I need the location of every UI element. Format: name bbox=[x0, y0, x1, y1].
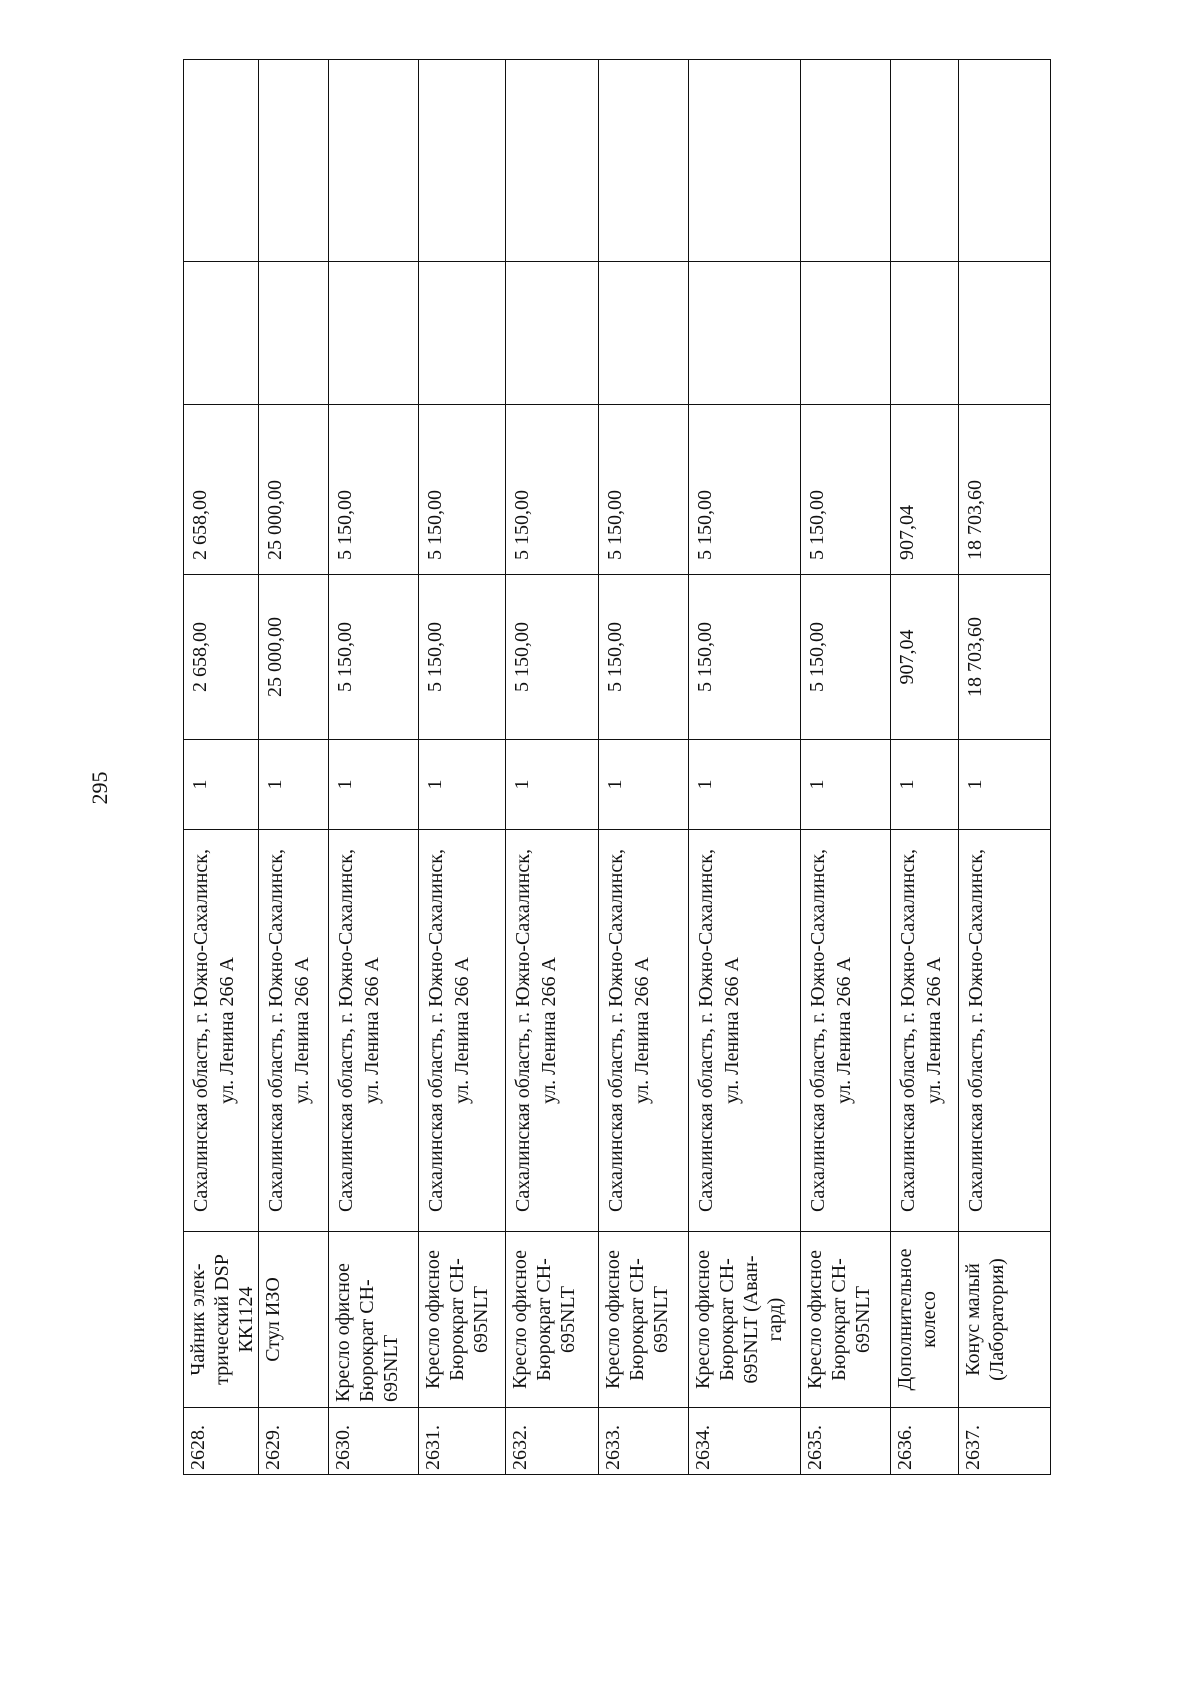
item-amount-1: 5 150,00 bbox=[419, 575, 506, 740]
table-row bbox=[801, 60, 891, 1475]
empty-cell bbox=[959, 60, 1051, 262]
empty-cell bbox=[259, 60, 329, 262]
item-address: Сахалинская область, г. Южно-Сахалинск, ул. Ленина 266 А bbox=[801, 830, 891, 1232]
item-quantity: 1 bbox=[689, 740, 801, 830]
item-amount-2: 5 150,00 bbox=[689, 405, 801, 575]
item-name: Чайник элек- трический DSP КК1124 bbox=[184, 1232, 259, 1408]
item-address: Сахалинская область, г. Южно-Сахалинск, ул. Ленина 266 А bbox=[506, 830, 599, 1232]
item-name: Кресло офисное Бюрократ СН- 695NLT (Аван- гард) bbox=[689, 1232, 801, 1408]
item-amount-1: 5 150,00 bbox=[801, 575, 891, 740]
table-row bbox=[259, 60, 329, 1475]
item-name: Кресло офисное Бюрократ СН- 695NLT bbox=[599, 1232, 689, 1408]
row-number: 2635. bbox=[801, 1408, 891, 1475]
inventory-table bbox=[183, 59, 1051, 1475]
empty-cell bbox=[689, 60, 801, 262]
item-name: Конус малый (Лаборатория) bbox=[959, 1232, 1051, 1408]
empty-cell bbox=[959, 262, 1051, 405]
table-row bbox=[891, 60, 959, 1475]
page-number: 295 bbox=[87, 771, 112, 805]
item-quantity: 1 bbox=[259, 740, 329, 830]
empty-cell bbox=[419, 60, 506, 262]
item-quantity: 1 bbox=[801, 740, 891, 830]
item-amount-1: 25 000,00 bbox=[259, 575, 329, 740]
row-number: 2636. bbox=[891, 1408, 959, 1475]
item-amount-1: 5 150,00 bbox=[506, 575, 599, 740]
item-address: Сахалинская область, г. Южно-Сахалинск, ул. Ленина 266 А bbox=[329, 830, 419, 1232]
inventory-table-rotated bbox=[183, 60, 1050, 1475]
item-name: Кресло офисное Бюрократ СН- 695NLT bbox=[506, 1232, 599, 1408]
row-number: 2634. bbox=[689, 1408, 801, 1475]
item-address: Сахалинская область, г. Южно-Сахалинск, ул. Ленина 266 А bbox=[184, 830, 259, 1232]
item-address: Сахалинская область, г. Южно-Сахалинск, ул. Ленина 266 А bbox=[891, 830, 959, 1232]
table-row bbox=[689, 60, 801, 1475]
row-number: 2631. bbox=[419, 1408, 506, 1475]
empty-cell bbox=[689, 262, 801, 405]
row-number: 2637. bbox=[959, 1408, 1051, 1475]
table-row bbox=[959, 60, 1051, 1475]
item-amount-2: 5 150,00 bbox=[599, 405, 689, 575]
row-number: 2629. bbox=[259, 1408, 329, 1475]
empty-cell bbox=[506, 262, 599, 405]
item-quantity: 1 bbox=[959, 740, 1051, 830]
empty-cell bbox=[259, 262, 329, 405]
item-amount-2: 2 658,00 bbox=[184, 405, 259, 575]
item-amount-1: 5 150,00 bbox=[689, 575, 801, 740]
empty-cell bbox=[184, 60, 259, 262]
item-quantity: 1 bbox=[329, 740, 419, 830]
item-address: Сахалинская область, г. Южно-Сахалинск, ул. Ленина 266 А bbox=[689, 830, 801, 1232]
item-quantity: 1 bbox=[184, 740, 259, 830]
empty-cell bbox=[599, 60, 689, 262]
item-amount-2: 25 000,00 bbox=[259, 405, 329, 575]
item-name: Дополнительное колесо bbox=[891, 1232, 959, 1408]
item-amount-2: 5 150,00 bbox=[506, 405, 599, 575]
item-amount-1: 2 658,00 bbox=[184, 575, 259, 740]
empty-cell bbox=[419, 262, 506, 405]
table-row bbox=[419, 60, 506, 1475]
item-quantity: 1 bbox=[419, 740, 506, 830]
empty-cell bbox=[329, 262, 419, 405]
item-address: Сахалинская область, г. Южно-Сахалинск, bbox=[959, 830, 1051, 1232]
item-address: Сахалинская область, г. Южно-Сахалинск, ул. Ленина 266 А bbox=[599, 830, 689, 1232]
table-row bbox=[329, 60, 419, 1475]
item-name: Кресло офисное Бюрократ СН- 695NLT bbox=[801, 1232, 891, 1408]
item-amount-2: 5 150,00 bbox=[419, 405, 506, 575]
empty-cell bbox=[329, 60, 419, 262]
item-amount-1: 18 703,60 bbox=[959, 575, 1051, 740]
item-address: Сахалинская область, г. Южно-Сахалинск, ул. Ленина 266 А bbox=[259, 830, 329, 1232]
empty-cell bbox=[801, 262, 891, 405]
item-amount-1: 5 150,00 bbox=[329, 575, 419, 740]
empty-cell bbox=[891, 262, 959, 405]
empty-cell bbox=[184, 262, 259, 405]
item-quantity: 1 bbox=[506, 740, 599, 830]
empty-cell bbox=[599, 262, 689, 405]
empty-cell bbox=[506, 60, 599, 262]
table-row bbox=[506, 60, 599, 1475]
empty-cell bbox=[801, 60, 891, 262]
item-amount-2: 5 150,00 bbox=[329, 405, 419, 575]
item-amount-1: 5 150,00 bbox=[599, 575, 689, 740]
table-row bbox=[599, 60, 689, 1475]
row-number: 2628. bbox=[184, 1408, 259, 1475]
row-number: 2633. bbox=[599, 1408, 689, 1475]
row-number: 2630. bbox=[329, 1408, 419, 1475]
item-name: Кресло офисное Бюрократ СН- 695NLT bbox=[329, 1232, 419, 1408]
row-number: 2632. bbox=[506, 1408, 599, 1475]
item-quantity: 1 bbox=[599, 740, 689, 830]
empty-cell bbox=[891, 60, 959, 262]
item-quantity: 1 bbox=[891, 740, 959, 830]
item-name: Стул ИЗО bbox=[259, 1232, 329, 1408]
item-name: Кресло офисное Бюрократ СН- 695NLT bbox=[419, 1232, 506, 1408]
item-address: Сахалинская область, г. Южно-Сахалинск, ул. Ленина 266 А bbox=[419, 830, 506, 1232]
item-amount-2: 18 703,60 bbox=[959, 405, 1051, 575]
item-amount-1: 907,04 bbox=[891, 575, 959, 740]
item-amount-2: 907,04 bbox=[891, 405, 959, 575]
item-amount-2: 5 150,00 bbox=[801, 405, 891, 575]
table-row bbox=[184, 60, 259, 1475]
